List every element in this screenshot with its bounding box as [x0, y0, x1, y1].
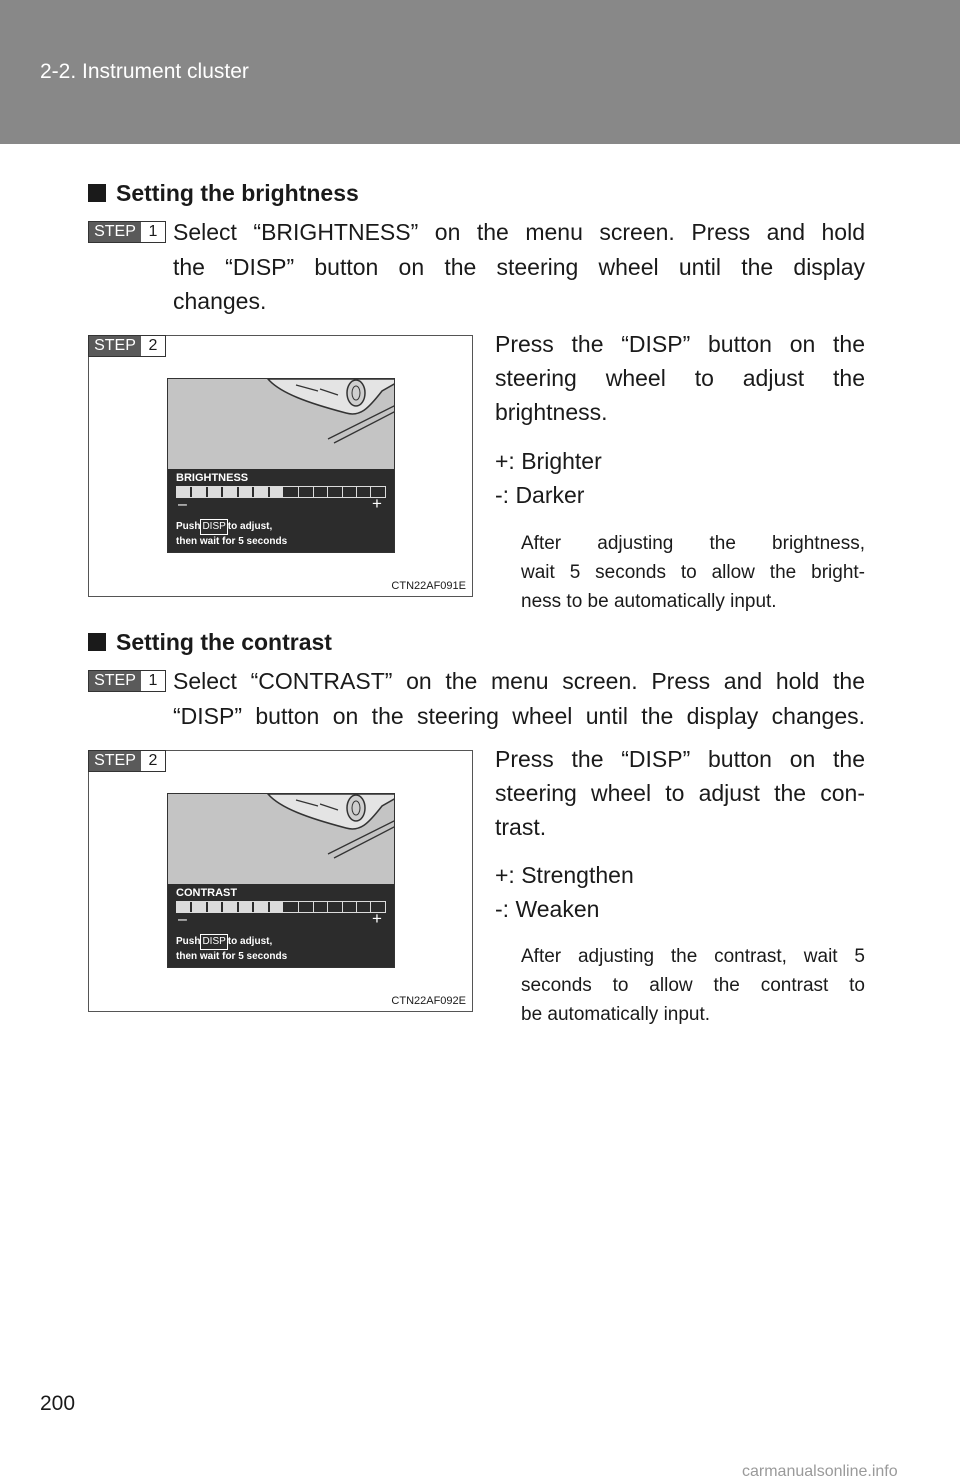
brightness-step1-line1: Select “BRIGHTNESS” on the menu screen. Press and hold [173, 219, 865, 245]
contrast-step2-line3: trast. [495, 814, 547, 840]
watermark: carmanualsonline.info [742, 1463, 898, 1480]
contrast-step2-line2: steering wheel to adjust the con- [495, 780, 865, 806]
contrast-step2-badge: STEP 2 [88, 750, 166, 772]
contrast-plus-text: +: Strengthen [495, 862, 634, 888]
brightness-step1-line3: changes. [173, 288, 267, 314]
brightness-step2-line3: brightness. [495, 399, 608, 425]
plus-icon: + [372, 494, 382, 513]
brightness-panel: BRIGHTNESS – + Push DISP to adjust, then wait for 5 seconds [168, 469, 395, 553]
minus-icon: – [178, 496, 187, 513]
contrast-step1-line2: “DISP” button on the steering wheel until the display changes. [173, 702, 865, 729]
figure-code: CTN22AF092E [391, 995, 466, 1007]
section-title: 2-2. Instrument cluster [40, 60, 249, 83]
contrast-instructions: Push DISP to adjust, then wait for 5 seconds [176, 936, 288, 962]
contrast-level-bar [176, 901, 386, 913]
multi-info-display [167, 793, 395, 968]
contrast-step2-line1: Press the “DISP” button on the [495, 746, 865, 772]
brightness-level-bar [176, 486, 386, 498]
page-header [0, 0, 960, 144]
brightness-instructions: Push DISP to adjust, then wait for 5 seconds [176, 521, 288, 547]
figure-code: CTN22AF091E [391, 580, 466, 592]
brightness-plus-text: +: Brighter [495, 448, 602, 474]
brightness-figure [88, 335, 473, 597]
contrast-panel: CONTRAST – + Push DISP to adjust, then wait for 5 seconds [168, 884, 395, 968]
contrast-minus-text: -: Weaken [495, 896, 600, 922]
car-illustration-icon [168, 379, 395, 471]
contrast-step1-badge: STEP 1 [88, 670, 166, 692]
brightness-step1-badge: STEP 1 [88, 221, 166, 243]
brightness-note-line1: After adjusting the brightness, [521, 533, 865, 554]
brightness-minus-text: -: Darker [495, 482, 585, 508]
brightness-step2-line2: steering wheel to adjust the [495, 365, 865, 391]
contrast-note-line3: be automatically input. [521, 1004, 711, 1025]
square-bullet-icon [88, 633, 106, 651]
page-number: 200 [40, 1392, 76, 1415]
contrast-note-line2: seconds to allow the contrast to [521, 975, 865, 996]
contrast-heading: Setting the contrast [88, 629, 332, 656]
plus-icon: + [372, 909, 382, 928]
car-illustration-icon [168, 794, 395, 886]
brightness-note-line3: ness to be automatically input. [521, 591, 777, 612]
minus-icon: – [178, 911, 187, 928]
brightness-heading: Setting the brightness [88, 180, 359, 207]
square-bullet-icon [88, 184, 106, 202]
brightness-step2-badge: STEP 2 [88, 335, 166, 357]
contrast-step1-line1: Select “CONTRAST” on the menu screen. Press and hold the [173, 668, 865, 694]
contrast-note-line1: After adjusting the contrast, wait 5 [521, 946, 865, 967]
multi-info-display [167, 378, 395, 553]
brightness-note-line2: wait 5 seconds to allow the bright- [521, 562, 865, 583]
disp-button-label: DISP [200, 934, 227, 950]
brightness-step2-line1: Press the “DISP” button on the [495, 331, 865, 357]
contrast-figure [88, 750, 473, 1012]
brightness-step1-line2: the “DISP” button on the steering wheel until the display [173, 253, 865, 280]
disp-button-label: DISP [200, 519, 227, 535]
